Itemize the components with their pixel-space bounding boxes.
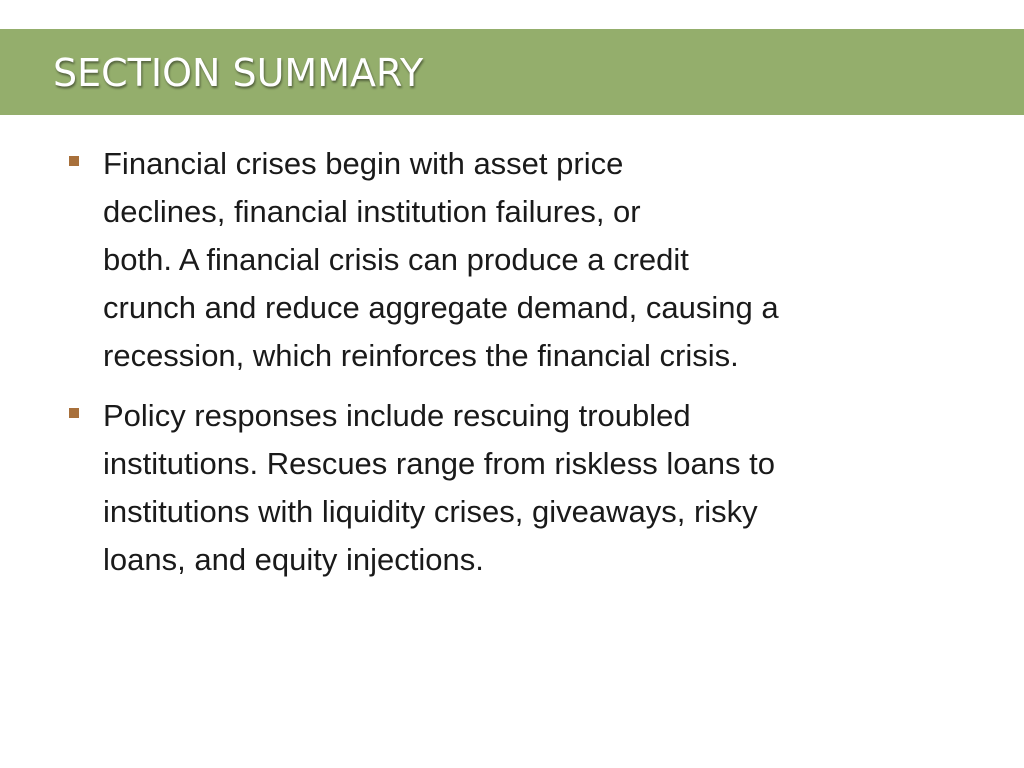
bullet-line: Policy responses include rescuing troubled <box>103 398 691 433</box>
bullet-line: institutions. Rescues range from riskless loans to <box>103 446 775 481</box>
bullet-text <box>103 392 968 584</box>
bullet-line: Financial crises begin with asset price <box>103 146 624 181</box>
slide-title: SECTION SUMMARY <box>53 51 424 95</box>
square-bullet-icon <box>69 156 79 166</box>
bullet-line: crunch and reduce aggregate demand, causing a <box>103 290 779 325</box>
bullet-item <box>68 392 968 584</box>
bullet-line: recession, which reinforces the financial crisis. <box>103 338 739 373</box>
bullet-text <box>103 140 968 380</box>
bullet-list <box>68 140 968 596</box>
bullet-line: institutions with liquidity crises, giveaways, risky <box>103 494 758 529</box>
square-bullet-icon <box>69 408 79 418</box>
bullet-line: both. A financial crisis can produce a credit <box>103 242 689 277</box>
bullet-item <box>68 140 968 380</box>
bullet-line: declines, financial institution failures, or <box>103 194 641 229</box>
bullet-line: loans, and equity injections. <box>103 542 484 577</box>
